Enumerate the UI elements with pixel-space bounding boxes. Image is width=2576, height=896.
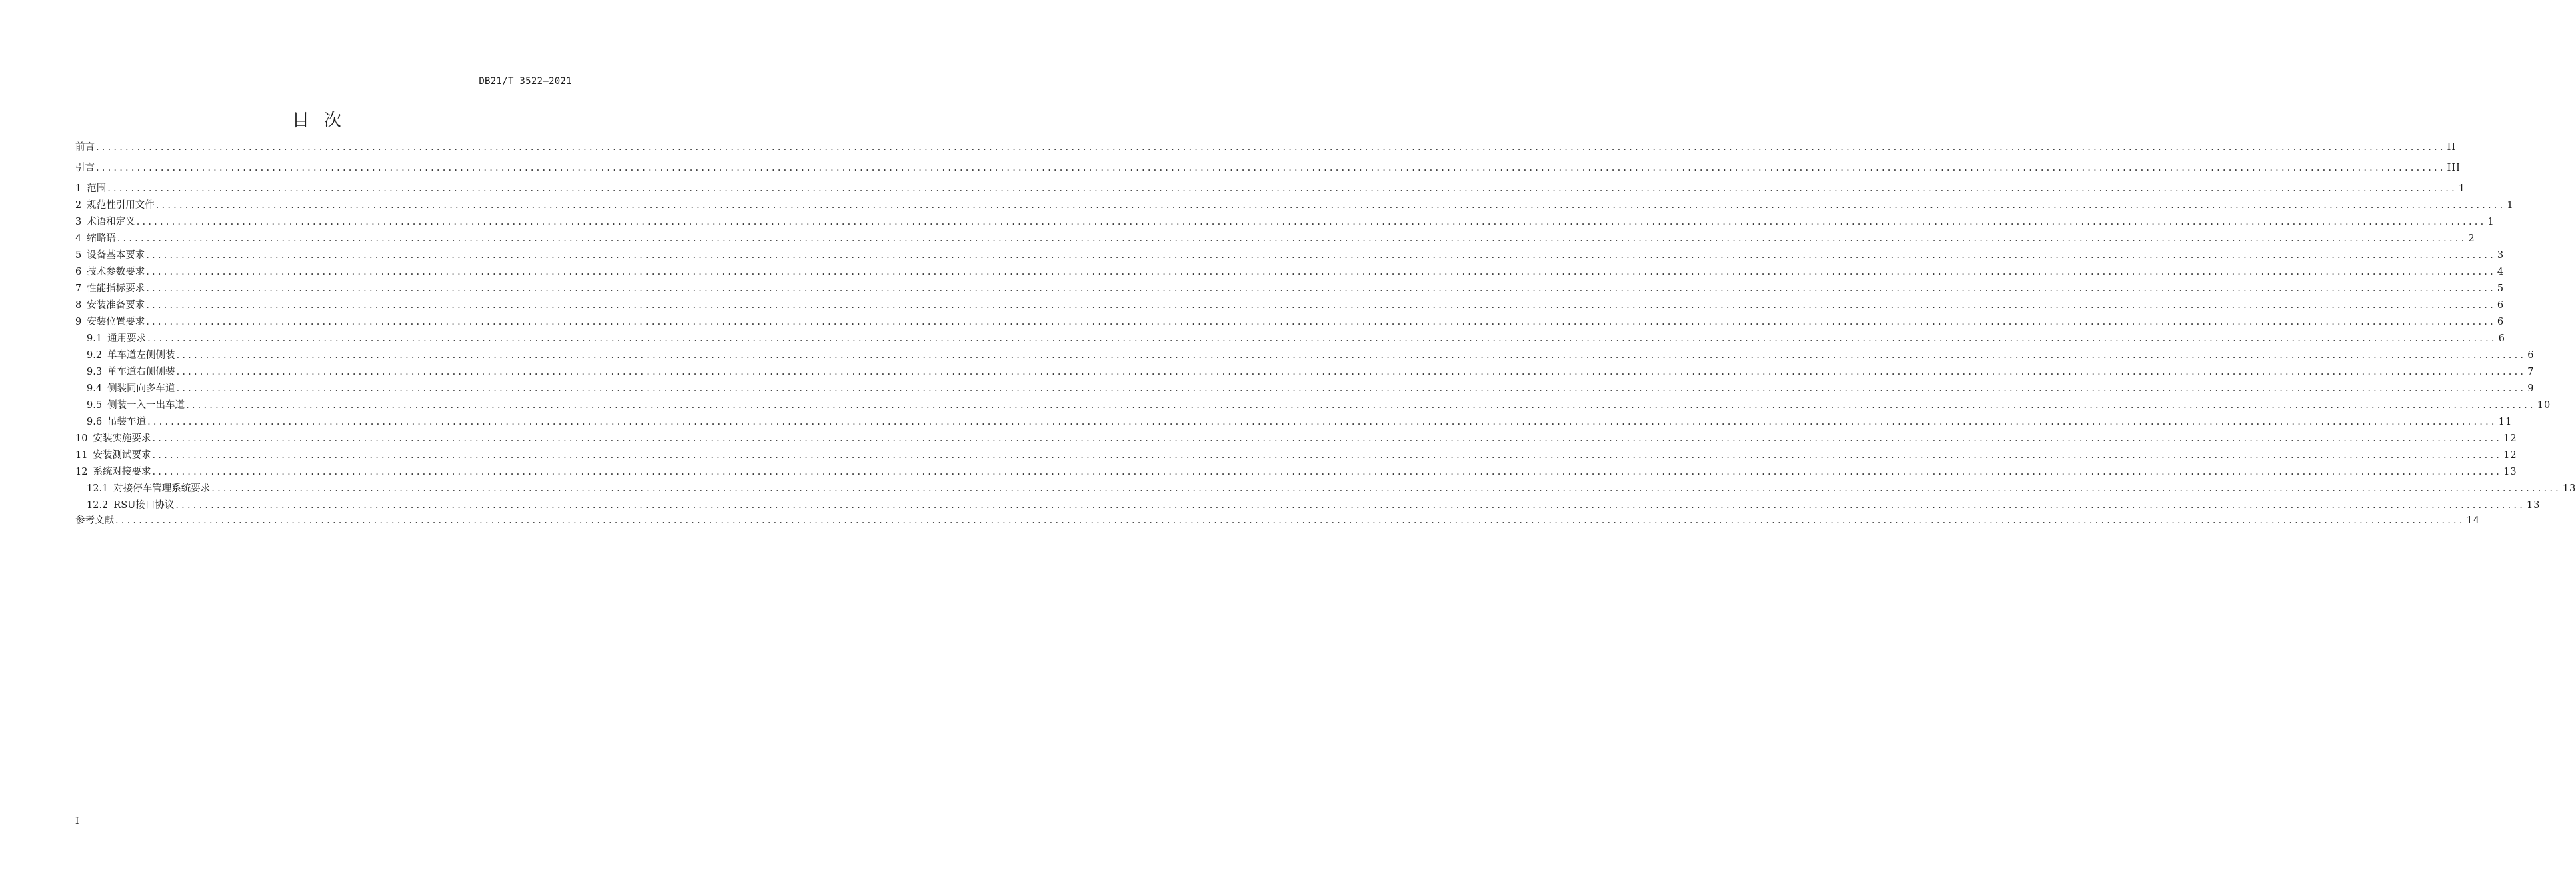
toc-leader-dots: ................................................................................................................................................................................................................................................................................................................................................................................................................ [147,417,2497,427]
toc-entry-label [75,431,152,446]
toc-entry-text: 规范性引用文件 [87,200,155,211]
toc-entry-number: 4 [75,233,82,244]
toc-entry-page: 12 [2503,433,2517,444]
toc-leader-dots: ................................................................................................................................................................................................................................................................................................................................................................................................................ [152,433,2503,444]
toc-entry-number: 5 [75,250,82,261]
toc-entry-number: 6 [75,267,82,277]
toc-entry-page: II [2447,142,2457,153]
toc-entry-number: 7 [75,283,82,294]
toc-entry[interactable] [87,365,2535,379]
page-title: 目次 [291,111,356,131]
toc-entry-text: 前言 [75,142,95,153]
toc-entry-text: 单车道左侧侧装 [107,350,175,361]
toc-entry-text: 单车道右侧侧装 [107,367,175,377]
toc-entry-text: 引言 [75,163,95,173]
toc-leader-dots: ................................................................................................................................................................................................................................................................................................................................................................................................................ [115,515,2465,526]
toc-entry[interactable] [75,265,2505,279]
toc-entry[interactable] [87,381,2535,396]
toc-entry[interactable] [75,140,2457,155]
toc-entry-label [75,161,96,175]
toc-entry-page: 4 [2497,267,2505,277]
toc-leader-dots: ................................................................................................................................................................................................................................................................................................................................................................................................................ [152,450,2503,461]
toc-leader-dots: ................................................................................................................................................................................................................................................................................................................................................................................................................ [147,333,2497,344]
toc-entry-label [75,465,152,479]
toc-entry[interactable] [87,415,2513,429]
toc-entry-number: 2 [75,200,82,211]
toc-entry-page: 9 [2527,383,2535,394]
toc-entry-label [75,198,156,213]
toc-leader-dots: ................................................................................................................................................................................................................................................................................................................................................................................................................ [107,183,2457,194]
toc-entry-label [87,331,147,346]
toc-entry-text: 性能指标要求 [87,283,145,294]
toc-entry-label [87,348,177,363]
toc-entry-number: 9.3 [87,367,103,377]
toc-leader-dots: ................................................................................................................................................................................................................................................................................................................................................................................................................ [176,383,2527,394]
toc-entry-text: 吊装车道 [107,417,147,427]
toc-leader-dots: ................................................................................................................................................................................................................................................................................................................................................................................................................ [146,267,2496,277]
toc-entry-page: 6 [2527,350,2535,361]
toc-entry-page: 13 [2503,467,2517,477]
toc-entry-label [75,181,107,196]
page-number: I [75,816,79,827]
toc-entry-text: 设备基本要求 [87,250,145,261]
toc-entry-page: 2 [2468,233,2475,244]
toc-entry-number: 9.6 [87,417,103,427]
toc-entry-label [87,381,177,396]
toc-entry-number: 12.2 [87,500,109,511]
toc-entry-label [75,281,146,296]
toc-entry-number: 10 [75,433,88,444]
toc-entry-page: 6 [2497,300,2505,311]
toc-entry-number: 9.5 [87,400,103,411]
toc-entry-text: 参考文献 [75,515,114,526]
toc-entry[interactable] [75,513,2481,528]
toc-entry-page: 1 [2507,200,2514,211]
toc-entry-page: 13 [2527,500,2541,511]
document-code: DB21/T 3522—2021 [479,76,572,87]
toc-entry-text: 安装实施要求 [93,433,151,444]
toc-entry-text: 侧装同向多车道 [107,383,175,394]
toc-entry-label [75,215,137,229]
toc-entry-text: 通用要求 [107,333,147,344]
toc-leader-dots: ................................................................................................................................................................................................................................................................................................................................................................................................................ [146,283,2496,294]
toc-entry-page: 5 [2497,283,2505,294]
toc-entry-page: 1 [2487,217,2495,227]
toc-entry-label [87,415,147,429]
toc-entry-number: 9.4 [87,383,103,394]
toc-entry-label [75,315,146,329]
toc-entry-label [87,365,177,379]
toc-entry[interactable] [87,481,2576,496]
toc-entry[interactable] [75,215,2495,229]
toc-leader-dots: ................................................................................................................................................................................................................................................................................................................................................................................................................ [211,483,2561,494]
toc-entry-text: 侧装一入一出车道 [107,400,185,411]
toc-entry-text: RSU接口协议 [113,500,175,511]
toc-leader-dots: ................................................................................................................................................................................................................................................................................................................................................................................................................ [176,367,2527,377]
toc-leader-dots: ................................................................................................................................................................................................................................................................................................................................................................................................................ [152,467,2503,477]
toc-entry[interactable] [87,398,2551,413]
toc-leader-dots: ................................................................................................................................................................................................................................................................................................................................................................................................................ [96,163,2446,173]
toc-entry-text: 对接停车管理系统要求 [113,483,211,494]
toc-entry-text: 术语和定义 [87,217,135,227]
toc-entry-page: III [2447,163,2461,173]
toc-entry-label [75,448,152,463]
toc-entry[interactable] [75,315,2505,329]
toc-entry[interactable] [75,198,2514,213]
toc-entry-text: 安装位置要求 [87,317,145,327]
toc-leader-dots: ................................................................................................................................................................................................................................................................................................................................................................................................................ [136,217,2487,227]
toc-leader-dots: ................................................................................................................................................................................................................................................................................................................................................................................................................ [155,200,2506,211]
toc-entry-page: 6 [2497,317,2505,327]
toc-entry-text: 安装准备要求 [87,300,145,311]
toc-entry-number: 9.2 [87,350,103,361]
toc-entry[interactable] [87,498,2541,513]
toc-leader-dots: ................................................................................................................................................................................................................................................................................................................................................................................................................ [146,300,2496,311]
toc-entry-label [87,481,211,496]
toc-entry[interactable] [75,248,2505,263]
toc-entry-number: 8 [75,300,82,311]
toc-entry-label [87,498,175,513]
toc-entry[interactable] [75,465,2517,479]
toc-entry-label [75,140,96,155]
toc-entry-number: 12 [75,467,88,477]
toc-entry-text: 范围 [87,183,107,194]
toc-entry-page: 3 [2497,250,2505,261]
toc-entry-page: 6 [2498,333,2505,344]
toc-entry-text: 技术参数要求 [87,267,145,277]
toc-leader-dots: ................................................................................................................................................................................................................................................................................................................................................................................................................ [146,250,2496,261]
toc-entry[interactable] [75,161,2461,175]
toc-entry[interactable] [75,231,2475,246]
toc-entry[interactable] [75,298,2505,313]
toc-entry-text: 缩略语 [87,233,116,244]
toc-entry-page: 14 [2466,515,2481,526]
toc-entry-page: 11 [2498,417,2513,427]
toc-entry-label [75,298,146,313]
toc-entry[interactable] [75,181,2466,196]
toc-entry-number: 9.1 [87,333,103,344]
toc-entry-number: 12.1 [87,483,109,494]
toc-entry-page: 7 [2527,367,2535,377]
toc-entry-number: 3 [75,217,82,227]
toc-leader-dots: ................................................................................................................................................................................................................................................................................................................................................................................................................ [175,500,2526,511]
toc-entry-page: 1 [2458,183,2466,194]
toc-leader-dots: ................................................................................................................................................................................................................................................................................................................................................................................................................ [117,233,2467,244]
toc-leader-dots: ................................................................................................................................................................................................................................................................................................................................................................................................................ [96,142,2446,153]
toc-entry[interactable] [75,281,2505,296]
toc-entry-label [75,265,146,279]
toc-entry-number: 1 [75,183,82,194]
toc-entry-label [75,513,115,528]
toc-entry[interactable] [75,431,2517,446]
toc-entry[interactable] [87,331,2505,346]
toc-entry-label [75,248,146,263]
toc-entry[interactable] [75,448,2517,463]
toc-entry-number: 9 [75,317,82,327]
toc-entry-text: 系统对接要求 [93,467,151,477]
toc-leader-dots: ................................................................................................................................................................................................................................................................................................................................................................................................................ [186,400,2536,411]
toc-entry-text: 安装测试要求 [93,450,151,461]
toc-entry-page: 10 [2537,400,2551,411]
toc-entry-label [75,231,117,246]
toc-entry-page: 13 [2562,483,2576,494]
toc-entry-page: 12 [2503,450,2517,461]
toc-leader-dots: ................................................................................................................................................................................................................................................................................................................................................................................................................ [146,317,2496,327]
toc-entry-label [87,398,186,413]
toc-entry-number: 11 [75,450,88,461]
toc-leader-dots: ................................................................................................................................................................................................................................................................................................................................................................................................................ [176,350,2527,361]
toc-entry[interactable] [87,348,2535,363]
